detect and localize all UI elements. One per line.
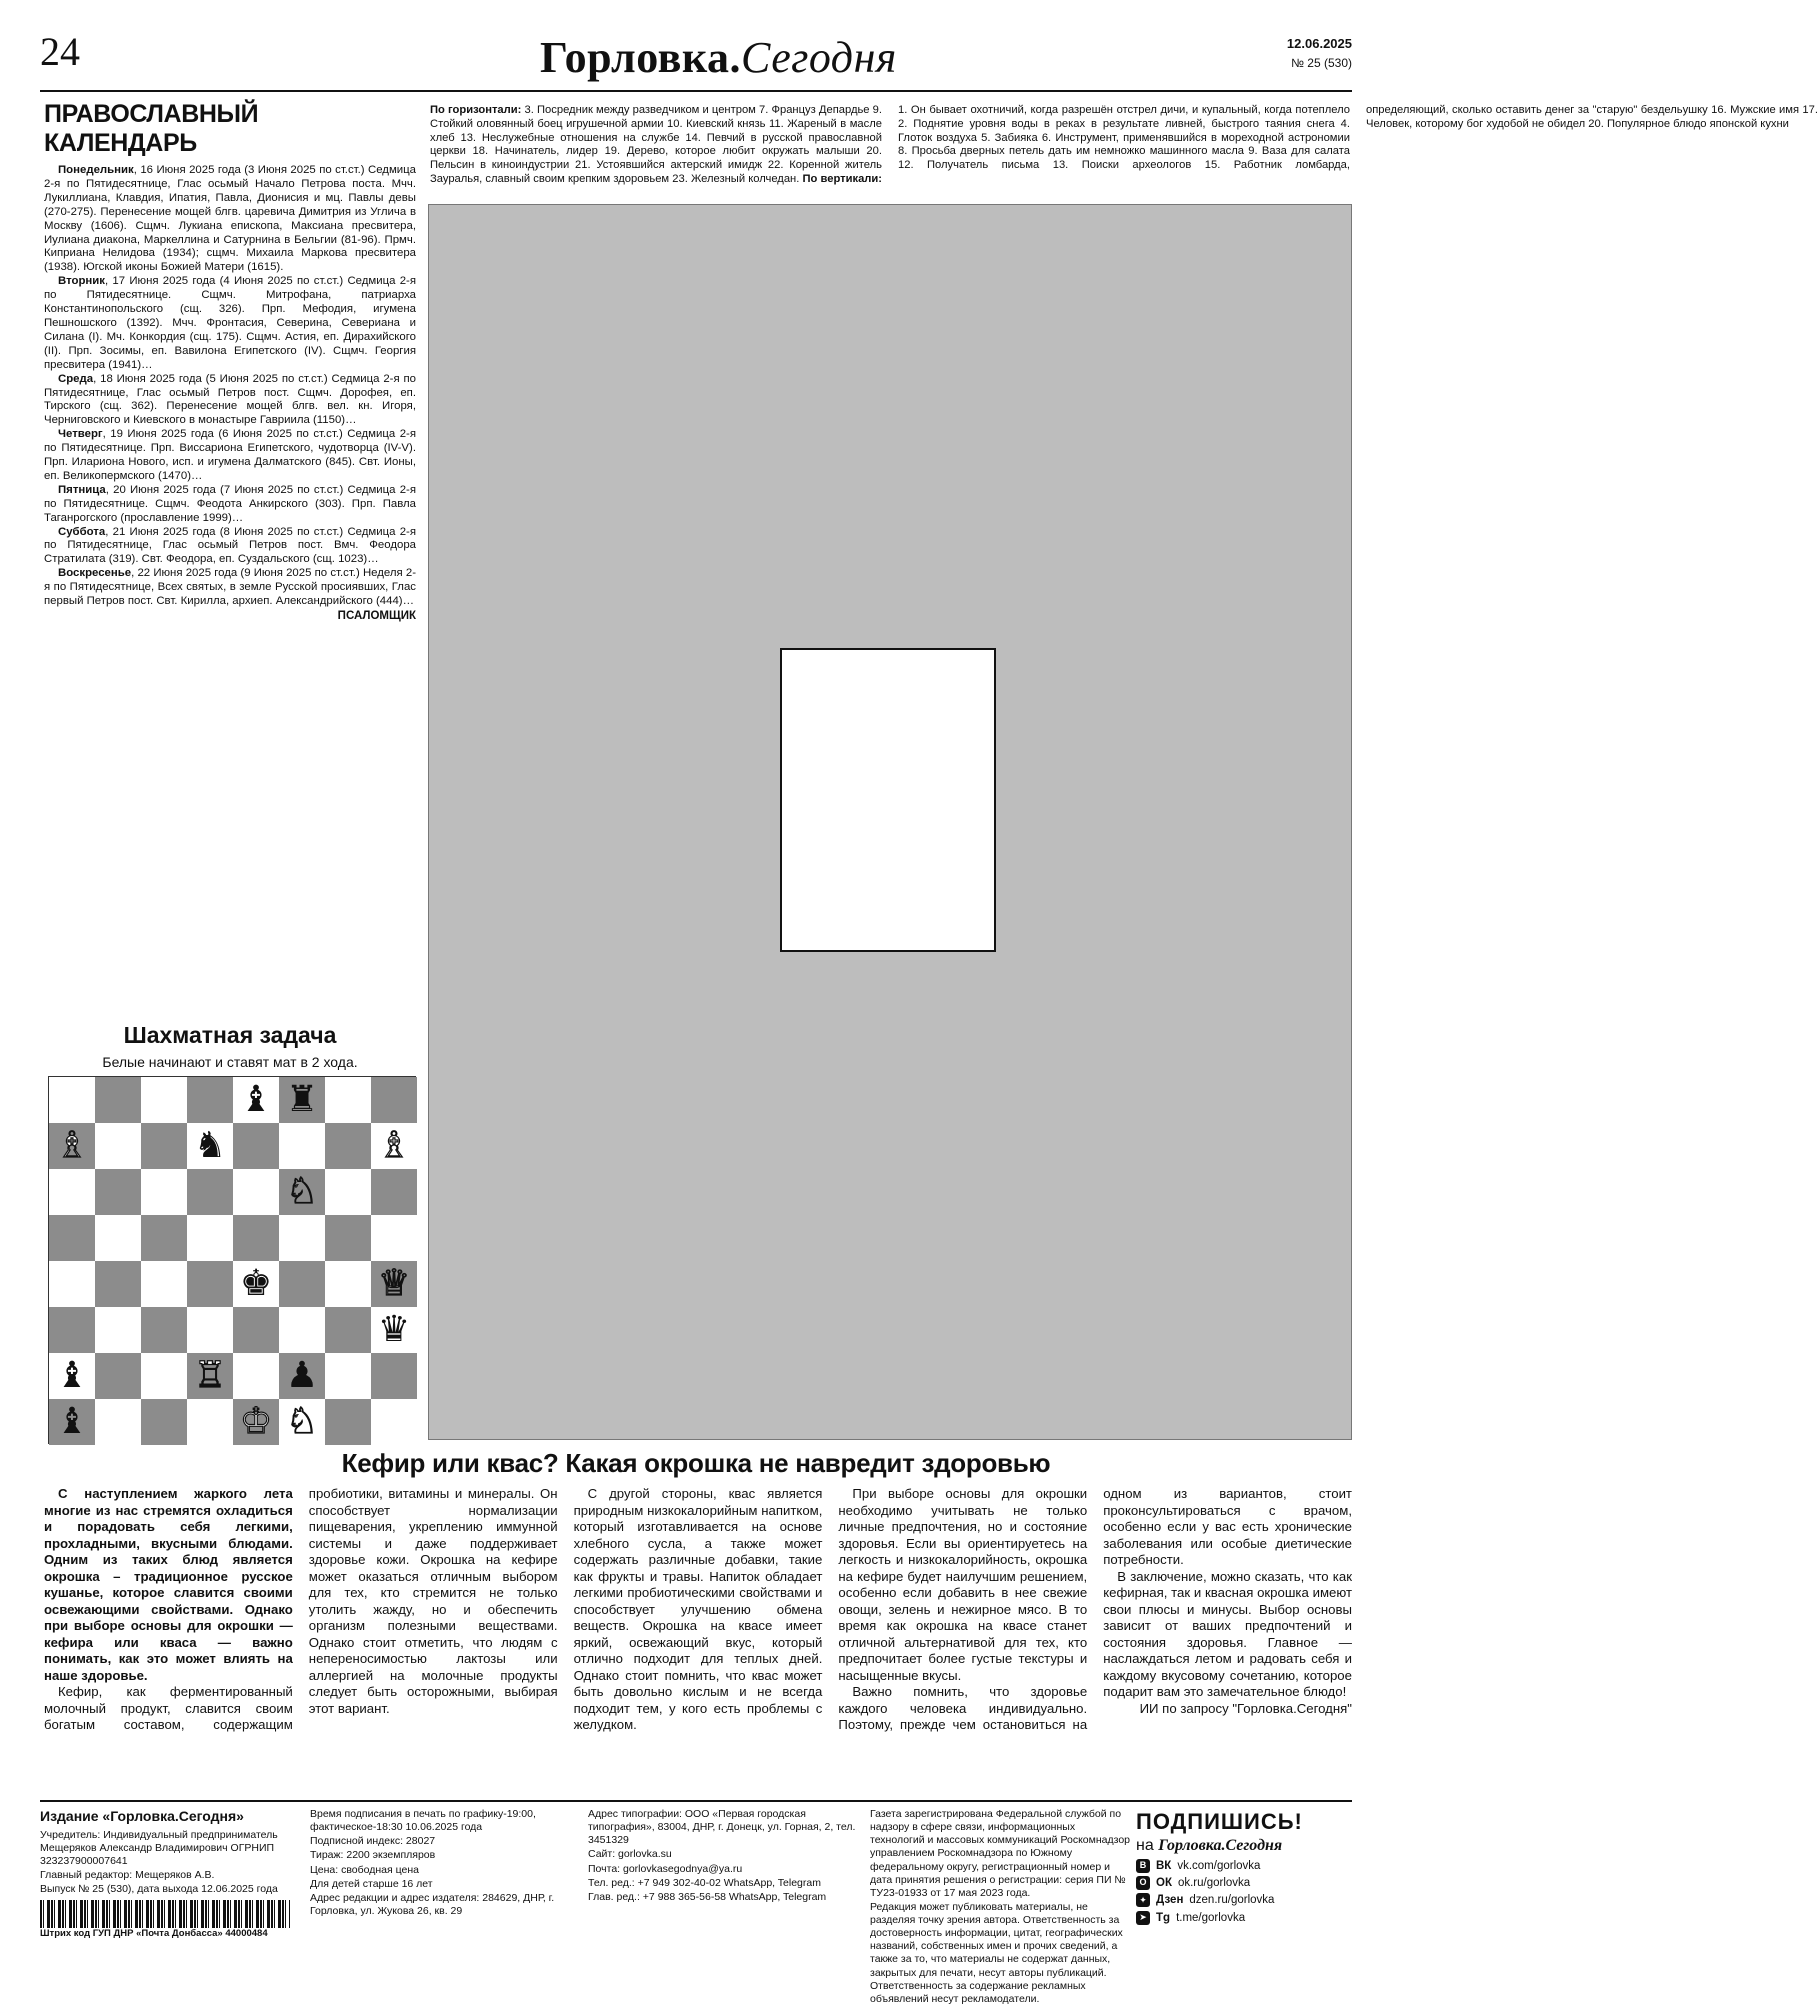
disclaimer: Редакция может публиковать материалы, не разделяя точку зрения автора. Ответственность за достоверность информации, цитат, географических названий, собственных имен и прочих сведений, а также за то, что материалы не содержат данных, закрытых для печати, несут авторы публикаций. Ответственность за содержание рекламных объявлений несут рекламодатели.: [870, 1900, 1123, 2005]
chess-square: [371, 1307, 417, 1353]
article-signature: ИИ по запросу "Горловка.Сегодня": [1139, 1700, 1352, 1716]
chess-square: [49, 1215, 95, 1261]
calendar-day: Пятница, 20 Июня 2025 года (7 Июня 2025 по ст.ст.) Седмица 2-я по Пятидесятнице. Сщмч. Феодота Анкирского (303). Прп. Павла Таганрогского (прославление 1999)…: [44, 483, 416, 524]
issue-date: 12.06.2025: [1286, 36, 1352, 51]
publisher-info: [40, 1808, 300, 1941]
calendar-day: Вторник, 17 Июня 2025 года (4 Июня 2025 по ст.ст.) Седмица 2-я по Пятидесятнице. Сщмч. Митрофана, патриарха Константинопольского (сщ. 326). Прп. Мефодия, игумена Пешношского (1392). Мчч. Фронтасия, Северина, Севериана и Силана (I). Мч. Конкордия (сщ. 175). Сщмч. Астия, еп. Дирахийского (II). Прп. Зосимы, еп. Вавилона Египетского (IV). Сщмч. Георгия пресвитера (1941)…: [44, 275, 416, 371]
chess-square: [141, 1261, 187, 1307]
chess-square: [233, 1215, 279, 1261]
chess-square: [141, 1353, 187, 1399]
black-knight-icon: ♞: [193, 1125, 227, 1166]
telegram-icon: ➤: [1136, 1911, 1150, 1925]
black-pawn-icon: ♟: [285, 1355, 319, 1396]
black-rook-icon: ♜: [285, 1079, 319, 1120]
chess-square: [371, 1077, 417, 1123]
chess-square: [233, 1353, 279, 1399]
chess-square: [187, 1261, 233, 1307]
calendar-day: Суббота, 21 Июня 2025 года (8 Июня 2025 по ст.ст.) Седмица 2-я по Пятидесятнице, Глас осьмый Петров пост. Вмч. Феодора Стратилата (319). Свт. Феодора, еп. Суздальского (сщ. 1023)…: [44, 525, 416, 566]
masthead: [540, 32, 897, 83]
issue-info: Выпуск № 25 (530), дата выхода 12.06.2025 года: [40, 1883, 278, 1895]
white-rook-icon: ♖: [193, 1355, 227, 1396]
chess-square: [187, 1353, 233, 1399]
chess-square: [141, 1123, 187, 1169]
chess-square: [325, 1307, 371, 1353]
chess-square: [325, 1215, 371, 1261]
black-bishop-icon: ♝: [55, 1355, 89, 1396]
chess-square: [49, 1307, 95, 1353]
chess-square: [95, 1399, 141, 1445]
white-queen-icon: ♕: [377, 1263, 411, 1304]
chess-square: [279, 1399, 325, 1445]
chess-square: [95, 1307, 141, 1353]
chess-square: [279, 1077, 325, 1123]
article-title: Кефир или квас? Какая окрошка не навредит здоровью: [341, 1448, 1051, 1478]
chess-square: [371, 1215, 417, 1261]
issue-number: № 25 (530): [1291, 56, 1352, 70]
black-queen-icon: ♛: [377, 1309, 411, 1350]
chess-square: [187, 1123, 233, 1169]
subscribe-heading: ПОДПИШИСЬ!: [1136, 1809, 1303, 1834]
chess-square: [141, 1399, 187, 1445]
black-bishop-icon: ♝: [55, 1401, 89, 1442]
social-vk[interactable]: В ВК vk.com/gorlovka: [1136, 1859, 1352, 1873]
circulation: Тираж: 2200 экземпляров: [310, 1849, 436, 1862]
white-knight-icon: ♘: [285, 1171, 319, 1212]
chess-title: Шахматная задача: [123, 1022, 337, 1048]
calendar-title: ПРАВОСЛАВНЫЙ КАЛЕНДАРЬ: [44, 100, 259, 157]
subscribe-brand: на Горловка.Сегодня: [1136, 1836, 1283, 1854]
article-paragraph: При выборе основы для окрошки необходимо учитывать не только личные предпочтения, но и состояние здоровья. Если вы ориентируетесь на легкость и низкокалорийность, окрошка на кефире будет наилучшим решением, особенно если добавить в нее свежие овощи, зелень и нежирное мясо. В то время как окрошка на квасе станет отличной альтернативой для тех, кто предпочитает более густые текстуры и насыщенные вкусы.: [838, 1486, 1088, 1683]
chess-square: [141, 1077, 187, 1123]
chess-square: [325, 1123, 371, 1169]
chess-square: [325, 1261, 371, 1307]
chess-square: [95, 1123, 141, 1169]
article-paragraph: Важно помнить, что здоровье каждого человека индивидуально. Поэтому, прежде чем остановиться на одном из вариантов, стоит проконсультироваться с врачом, особенно если у вас есть хронические заболевания или особые диетические потребности.: [838, 1486, 1352, 1732]
chess-subtitle: Белые начинают и ставят мат в 2 хода.: [102, 1054, 358, 1070]
calendar-signature: ПСАЛОМЩИК: [337, 610, 416, 622]
chess-square: [49, 1169, 95, 1215]
chess-square: [49, 1399, 95, 1445]
founder: Учредитель: Индивидуальный предприниматель Мещеряков Александр Владимирович ОГРНИП 323237900007641: [40, 1828, 278, 1867]
orthodox-calendar: [44, 100, 416, 1010]
calendar-day: Понедельник, 16 Июня 2025 года (3 Июня 2025 по ст.ст.) Седмица 2-я по Пятидесятнице, Глас осьмый Начало Петрова поста. Мчч. Лукиллиана, Клавдия, Ипатия, Павла, Дионисия и мц. Павлы девы (270-275). Перенесение мощей блгв. царевича Димитрия из Углича в Москву (1606). Сщмч. Лукиана епископа, Максиана пресвитера, Иулиана диакона, Маркеллина и Сатурнина в Бельгии (81-96). Прмч. Киприана Нелидова (1934); сщмч. Михаила Маркова пресвитера (1938). Югской иконы Божией Матери (1615).: [44, 164, 416, 274]
contact-info: [588, 1808, 864, 1905]
page-header: [40, 28, 1352, 92]
chess-square: [233, 1123, 279, 1169]
dzen-icon: ✦: [1136, 1893, 1150, 1907]
chess-square: [371, 1169, 417, 1215]
chess-square: [49, 1353, 95, 1399]
site-link[interactable]: Сайт: gorlovka.su: [588, 1848, 672, 1861]
chess-square: [233, 1307, 279, 1353]
horizontal-clues: 3. Посредник между разведчиком и центром 7. Француз Депардье 9. Стойкий оловянный боец игрушечной армии 10. Киевский князь 11. Жареный в масле хлеб 13. Неслужебные отношения на службе 14. Певчий в русской православной церкви 18. Начинатель, лидер 19. Дерево, которое любит окружать малыши 20. Пельсин в киноиндустрии 21. Устоявшийся актерский имидж 22. Коренной житель Зауралья, славный своим крепким здоровьем 23. Железный колчедан.: [430, 104, 882, 185]
white-king-icon: ♔: [239, 1401, 273, 1442]
registration-info: [870, 1808, 1130, 2007]
chess-square: [95, 1261, 141, 1307]
chess-square: [279, 1123, 325, 1169]
chess-square: [141, 1169, 187, 1215]
article-lead: С наступлением жаркого лета многие из нас стремятся охладиться и порадовать себя легкими, прохладными, вкусными блюдами. Одним из таких блюд является окрошка – традиционное русское кушанье, которое славится своими освежающими свойствами. Однако при выборе основы для окрошки — кефира или кваса — важно понимать, как это может влиять на наше здоровье.: [44, 1486, 293, 1683]
article-paragraph: В заключение, можно сказать, что как кефирная, так и квасная окрошка имеют свои плюсы и минусы. Выбор основы зависит от ваших предпочтений и состояния здоровья. Главное — наслаждаться летом и радовать себя и каждому вкусовому сочетанию, которое подарит вам это замечательное блюдо!: [1103, 1568, 1352, 1699]
age-rating: Для детей старше 16 лет: [310, 1877, 433, 1890]
masthead-italic: Сегодня: [741, 33, 897, 82]
signing-time: Время подписания в печать по графику-19:00, фактическое-18:30 10.06.2025 года: [310, 1808, 536, 1834]
chess-square: [279, 1215, 325, 1261]
printer-address: Адрес типографии: ООО «Первая городская типография», 83004, ДНР, г. Донецк, ул. Горная, 2, тел. 3451329: [588, 1808, 856, 1847]
phone[interactable]: Тел. ред.: +7 949 302-40-02 WhatsApp, Telegram: [588, 1876, 821, 1889]
email-link[interactable]: Почта: gorlovkasegodnya@ya.ru: [588, 1862, 743, 1875]
subscription-index: Подписной индекс: 28027: [310, 1835, 436, 1848]
chess-square: [371, 1261, 417, 1307]
chess-square: [233, 1261, 279, 1307]
chessword-grid: [780, 648, 996, 952]
social-dzen[interactable]: ✦ Дзен dzen.ru/gorlovka: [1136, 1893, 1352, 1907]
price: Цена: свободная цена: [310, 1863, 419, 1876]
article-body: [44, 1486, 1352, 1786]
ok-icon: О: [1136, 1876, 1150, 1890]
chess-square: [141, 1307, 187, 1353]
chief-editor: Главный редактор: Мещеряков А.В.: [40, 1868, 215, 1881]
chess-square: [187, 1169, 233, 1215]
social-ok[interactable]: О ОК ok.ru/gorlovka: [1136, 1876, 1352, 1890]
masthead-main: Горловка.: [540, 33, 742, 82]
calendar-day: Воскресенье, 22 Июня 2025 года (9 Июня 2025 по ст.ст.) Неделя 2-я по Пятидесятнице, Всех святых, в земле Русской просиявших, Глас первый Петров пост. Свт. Кирилла, архиеп. Александрийского (444)…: [44, 567, 416, 608]
black-bishop-icon: ♝: [239, 1079, 273, 1120]
white-bishop-icon: ♗: [55, 1125, 89, 1166]
chess-square: [371, 1399, 417, 1445]
chess-square: [371, 1353, 417, 1399]
chess-square: [371, 1123, 417, 1169]
chess-square: [325, 1077, 371, 1123]
chess-square: [187, 1215, 233, 1261]
chess-square: [325, 1353, 371, 1399]
vk-icon: В: [1136, 1859, 1150, 1873]
article-paragraph: С другой стороны, квас является природным низкокалорийным напитком, который изготавливается на основе хлебного сусла, а также может содержать различные добавки, такие как фрукты и травы. Напиток обладает легкими пробиотическими свойствами и способствует улучшению обмена веществ. Окрошка на квасе имеет яркий, освежающий вкус, который отлично подходит для теплых дней. Однако стоит помнить, что квас может быть довольно кислым и не всегда подходит тем, у кого есть проблемы с желудком.: [573, 1486, 823, 1732]
chess-square: [187, 1307, 233, 1353]
chess-square: [49, 1123, 95, 1169]
chief-phone[interactable]: Глав. ред.: +7 988 365-56-58 WhatsApp, Telegram: [588, 1890, 827, 1903]
white-knight-icon: ♘: [285, 1401, 319, 1442]
imprint: [40, 1800, 1352, 2005]
editorial-address: Адрес редакции и адрес издателя: 284629, ДНР, г. Горловка, ул. Жукова 26, кв. 29: [310, 1891, 555, 1917]
calendar-day: Среда, 18 Июня 2025 года (5 Июня 2025 по ст.ст.) Седмица 2-я по Пятидесятнице, Глас осьмый Петров пост. Сщмч. Дорофея, еп. Тирского (сщ. 362). Перенесение мощей блгв. вел. кн. Игоря, Черниговского и Киевского в монастыре Гавриила (1150)…: [44, 372, 416, 427]
vertical-clues: 1. Он бывает охотничий, когда разрешён отстрел дичи, и купальный, когда потеплело 2. Поднятие уровня воды в реках в результате ливней, быстрого таяния снега 4. Глоток воздуха 5. Забияка 6. Инструмент, применявшийся в мореходной астрономии 8. Просьба дверных петель дать им немножко машинного масла 9. Ваза для салата 12. Получатель письма 13. Поиски археологов 15. Работник ломбарда, определяющий, сколько оставить денег за "старую" бездельушку 16. Мужские имя 17. Человек, которому бог худобой не обидел 20. Популярное блюдо японской кухни: [898, 104, 1818, 172]
chess-square: [279, 1169, 325, 1215]
chess-square: [49, 1077, 95, 1123]
chess-square: [279, 1261, 325, 1307]
article-paragraph: Кефир, как ферментированный молочный продукт, славится своим богатым составом, содержащим пробиотики, витамины и минералы. Он способствует нормализации пищеварения, укреплению иммунной системы и даже поддерживает здоровье кожи. Окрошка на кефире может оказаться отличным выбором для тех, кто стремится не только утолить жажду, но и обеспечить организм полезными веществами. Однако стоит отметить, что людям с непереносимостью лактозы или аллергией на молочные продукты следует быть осторожными, выбирая этот вариант.: [44, 1486, 558, 1732]
chess-square: [141, 1215, 187, 1261]
registration: Газета зарегистрирована Федеральной службой по надзору в сфере связи, информационных технологий и массовых коммуникаций Роскомнадзор управлением Роскомнадзора по Южному федеральному округу, регистрационный номер и дата принятия решения о регистрации: серия ПИ № ТУ23-01933 от 17 мая 2023 года.: [870, 1808, 1130, 1899]
chess-square: [187, 1399, 233, 1445]
chess-square: [279, 1353, 325, 1399]
calendar-day: Четверг, 19 Июня 2025 года (6 Июня 2025 по ст.ст.) Седмица 2-я по Пятидесятнице. Прп. Виссариона Египетского, чудотворца (IV-V). Прп. Илариона Нового, исп. и игумена Далматского (845). Свт. Ионы, еп. Великопермского (1470)…: [44, 428, 416, 482]
chess-square: [49, 1261, 95, 1307]
horizontal-label: По горизонтали:: [430, 104, 522, 116]
subscribe-block: [1136, 1808, 1352, 1925]
chess-square: [233, 1399, 279, 1445]
barcode: [40, 1900, 290, 1928]
chess-square: [325, 1399, 371, 1445]
chess-square: [233, 1169, 279, 1215]
chessboard: [48, 1076, 416, 1444]
chess-square: [95, 1215, 141, 1261]
chess-square: [279, 1307, 325, 1353]
chess-square: [95, 1169, 141, 1215]
chess-square: [187, 1077, 233, 1123]
chess-square: [325, 1169, 371, 1215]
black-king-icon: ♚: [239, 1263, 273, 1304]
chess-square: [95, 1077, 141, 1123]
white-bishop-icon: ♗: [377, 1125, 411, 1166]
crossword-clues: [430, 104, 1818, 200]
barcode-caption: Штрих код ГУП ДНР «Почта Донбасса» 44000484: [40, 1928, 268, 1940]
page-number: 24: [40, 29, 80, 74]
vertical-label: По вертикали:: [802, 172, 883, 185]
publication-title: Издание «Горловка.Сегодня»: [40, 1808, 244, 1824]
chess-square: [233, 1077, 279, 1123]
technical-info: [310, 1808, 580, 1919]
social-telegram[interactable]: ➤ Tg t.me/gorlovka: [1136, 1911, 1352, 1925]
chess-square: [95, 1353, 141, 1399]
